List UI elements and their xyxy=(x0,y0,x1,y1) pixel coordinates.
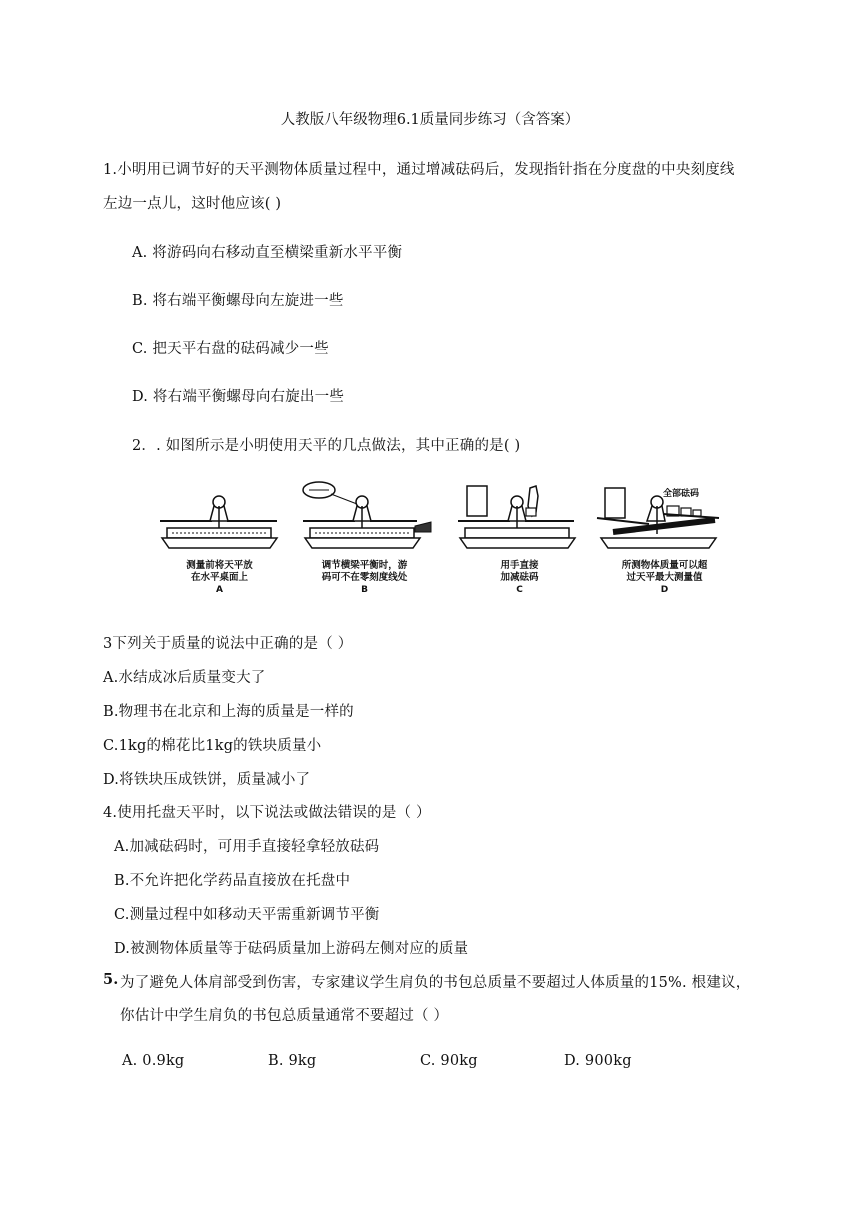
figure-letter-b: B xyxy=(361,585,368,595)
balance-figure xyxy=(152,476,732,606)
q5-option-b: B. 9kg xyxy=(268,1053,317,1069)
q1-option-a: A. 将游码向右移动直至横梁重新水平平衡 xyxy=(132,245,403,261)
q5-option-c: C. 90kg xyxy=(420,1053,478,1069)
q2-stem: 2．. 如图所示是小明使用天平的几点做法，其中正确的是( ) xyxy=(132,438,521,454)
figure-letter-d: D xyxy=(660,585,669,595)
q5-stem-line2: 你估计中学生肩负的书包总质量通常不要超过（ ） xyxy=(120,1008,449,1024)
q5-number: 5. xyxy=(103,971,119,988)
figure-letter-c: C xyxy=(516,585,523,595)
figure-panel-b xyxy=(297,476,432,606)
q4-option-d: D.被测物体质量等于砝码质量加上游码左侧对应的质量 xyxy=(114,941,469,957)
q3-stem: 3下列关于质量的说法中正确的是（ ） xyxy=(103,636,353,652)
figure-caption-b-line1: 调节横梁平衡时，游 xyxy=(321,560,408,571)
figure-caption-b-line2: 码可不在零刻度线处 xyxy=(321,572,408,583)
figure-letter-a: A xyxy=(216,585,223,595)
figure-caption-a-line1: 测量前将天平放 xyxy=(186,560,253,571)
q1-option-b: B. 将右端平衡螺母向左旋进一些 xyxy=(132,293,344,309)
q5-option-d: D. 900kg xyxy=(564,1053,632,1069)
figure-caption-c-line1: 用手直接 xyxy=(500,560,539,571)
q4-option-a: A.加减砝码时，可用手直接轻拿轻放砝码 xyxy=(114,839,380,855)
figure-caption-d-line1: 所测物体质量可以超 xyxy=(621,560,708,571)
figure-panel-c xyxy=(452,476,587,606)
q3-option-b: B.物理书在北京和上海的质量是一样的 xyxy=(103,704,354,720)
figure-label-all-weights: 全部砝码 xyxy=(663,489,700,499)
q1-option-c: C. 把天平右盘的砝码减少一些 xyxy=(132,341,329,357)
balance-illustration-b xyxy=(297,476,437,556)
q3-option-c: C.1kg的棉花比1kg的铁块质量小 xyxy=(103,738,322,754)
figure-panel-d xyxy=(597,476,732,606)
q4-option-c: C.测量过程中如移动天平需重新调节平衡 xyxy=(114,907,380,923)
q5-stem-line1: 为了避免人体肩部受到伤害，专家建议学生肩负的书包总质量不要超过人体质量的15%. 根建议， xyxy=(120,975,751,991)
figure-caption-c-line2: 加减砝码 xyxy=(500,572,539,583)
balance-illustration-c xyxy=(452,476,587,556)
balance-illustration-a xyxy=(152,476,287,556)
q3-option-a: A.水结成冰后质量变大了 xyxy=(103,670,266,686)
q3-option-d: D.将铁块压成铁饼，质量减小了 xyxy=(103,772,311,788)
q4-option-b: B.不允许把化学药品直接放在托盘中 xyxy=(114,873,351,889)
q4-stem: 4.使用托盘天平时，以下说法或做法错误的是（ ） xyxy=(103,805,431,821)
q5-option-a: A. 0.9kg xyxy=(122,1053,185,1069)
page-title: 人教版八年级物理6.1质量同步练习（含答案） xyxy=(280,112,580,128)
figure-panel-a xyxy=(152,476,287,606)
figure-caption-a-line2: 在水平桌面上 xyxy=(190,572,248,583)
q1-option-d: D. 将右端平衡螺母向右旋出一些 xyxy=(132,389,345,405)
figure-caption-d-line2: 过天平最大测量值 xyxy=(626,572,703,583)
q1-stem-line1: 1.小明用已调节好的天平测物体质量过程中，通过增减砝码后，发现指针指在分度盘的中央刻度线 xyxy=(103,162,735,178)
q1-stem-line2: 左边一点儿，这时他应该( ) xyxy=(103,196,282,212)
